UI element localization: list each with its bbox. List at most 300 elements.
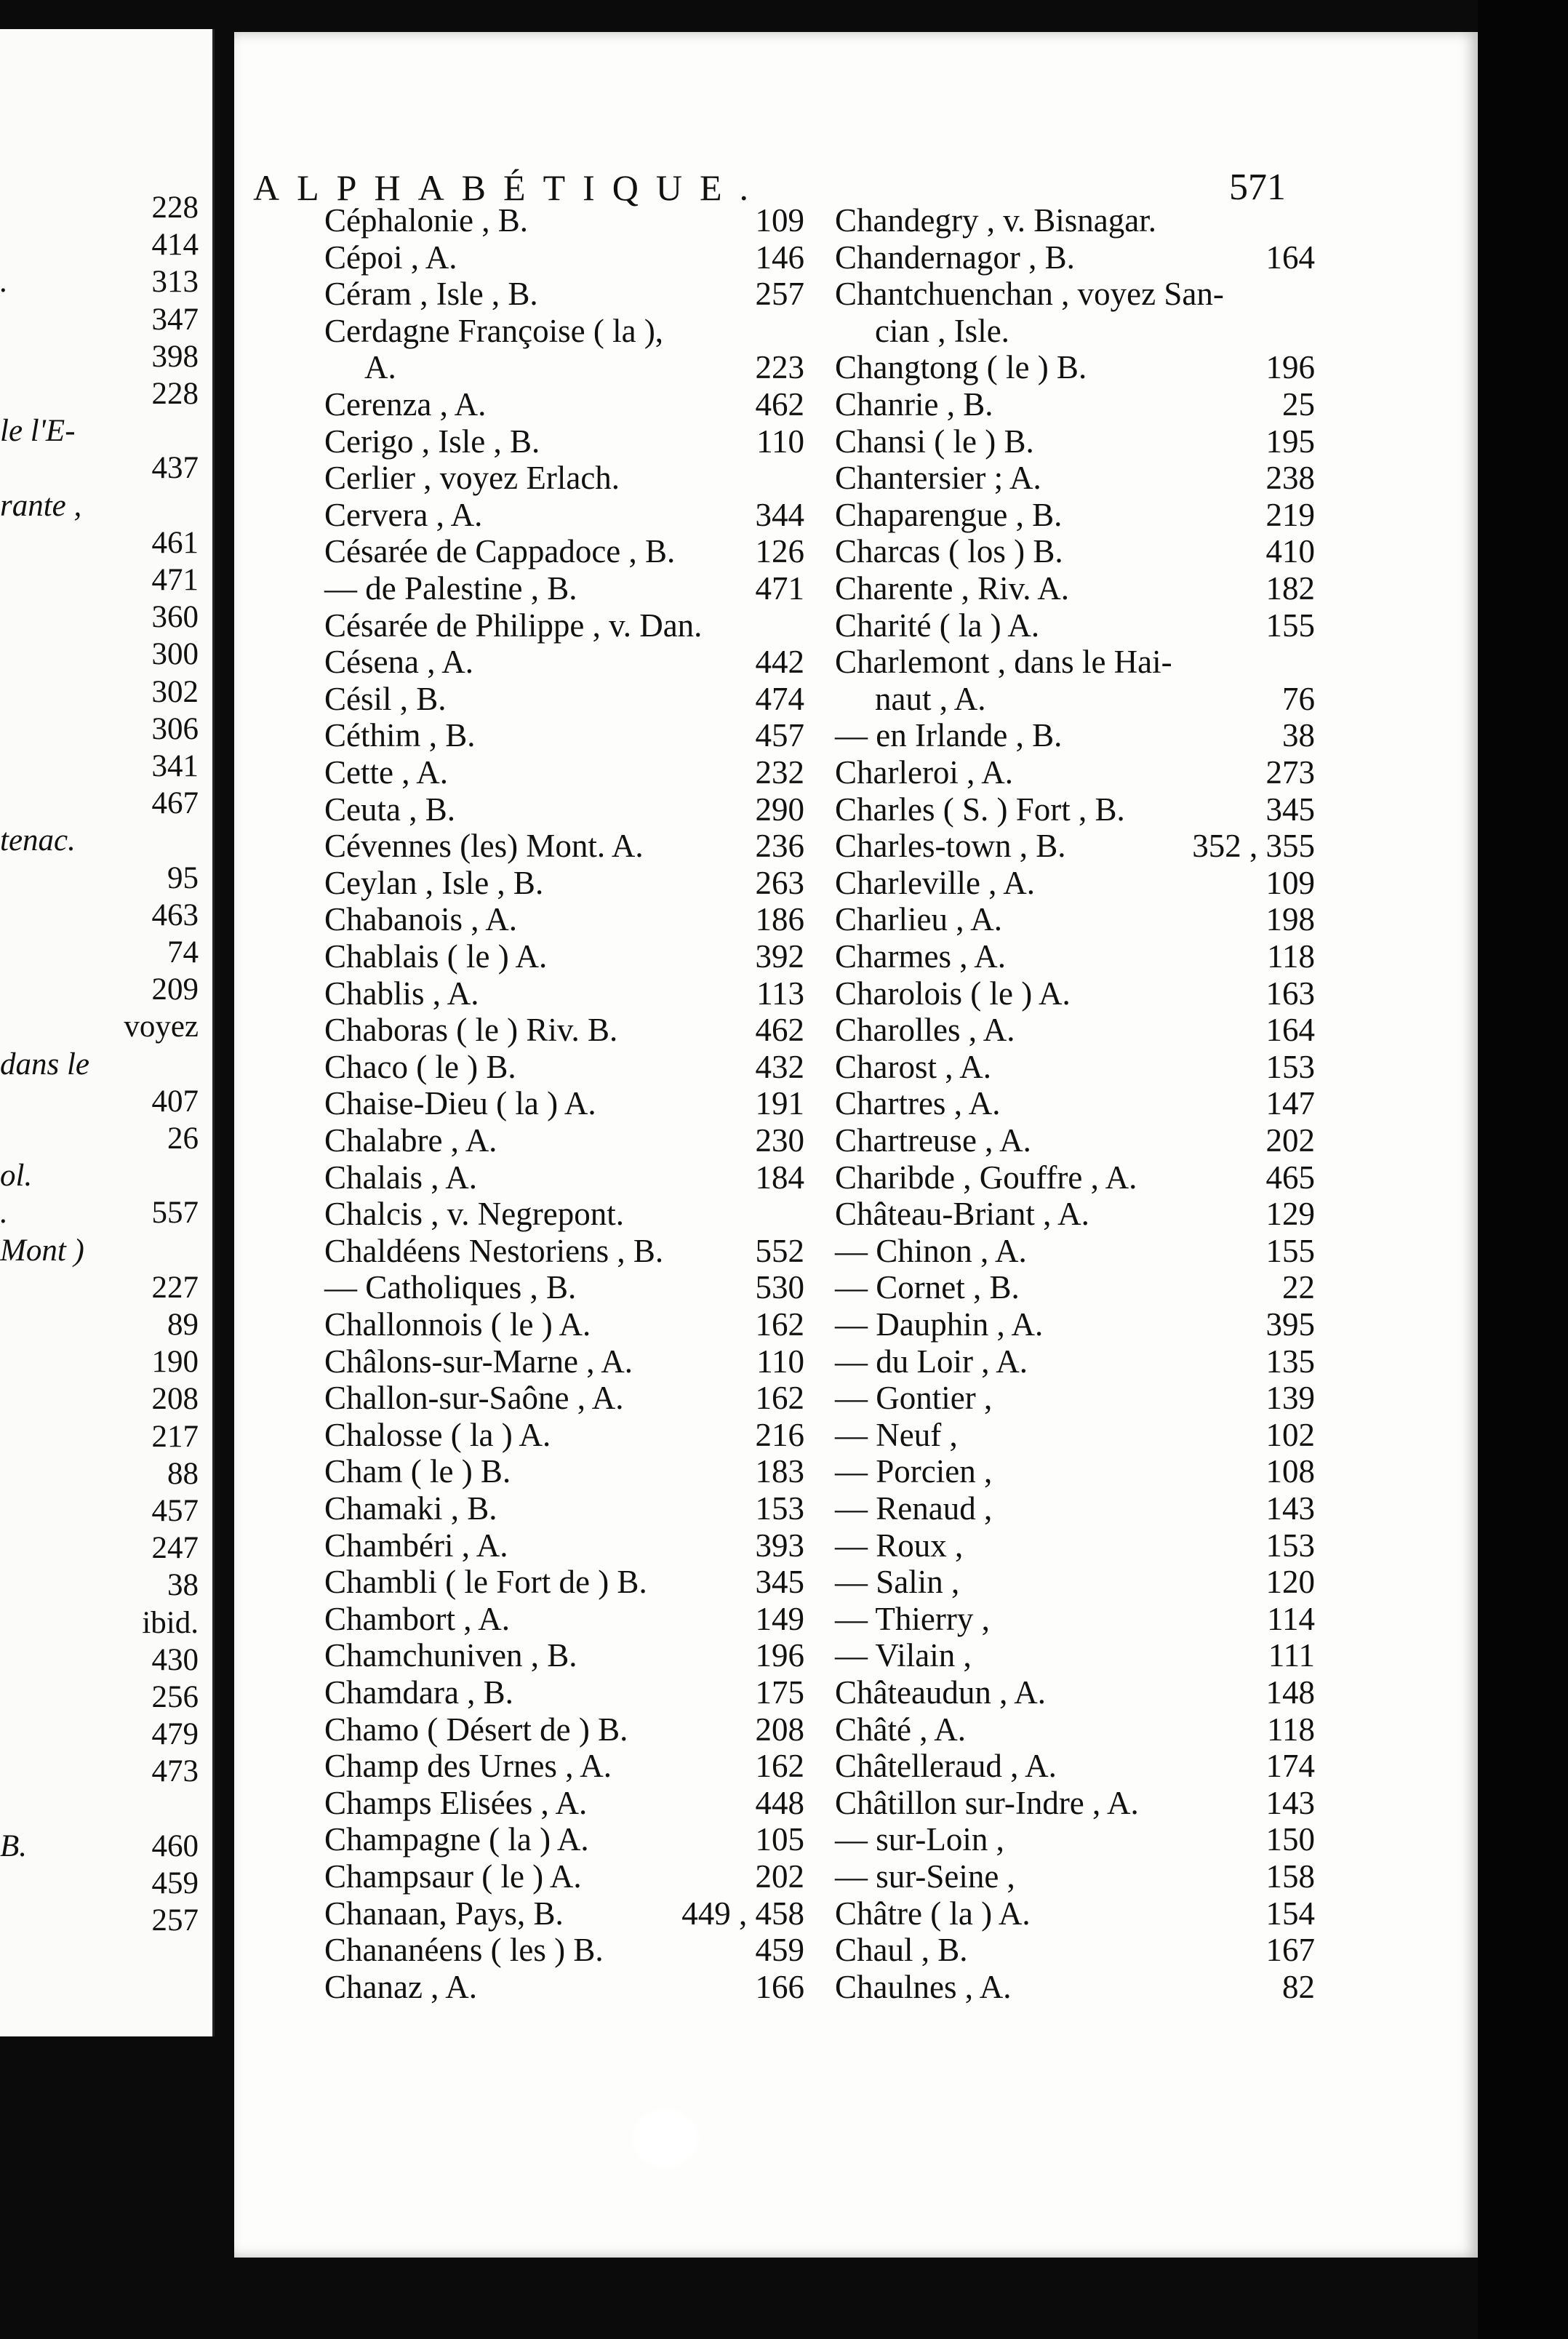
entry-page: 76 bbox=[1282, 680, 1315, 717]
left-line-number: 457 bbox=[151, 1494, 199, 1528]
entry-name: Chalcis , v. Negrepont. bbox=[324, 1196, 624, 1233]
entry-name: Charente , Riv. A. bbox=[835, 570, 1070, 607]
left-page-line bbox=[0, 561, 207, 599]
index-entry bbox=[835, 1748, 1315, 1785]
entry-page: 126 bbox=[755, 533, 804, 570]
entry-name: Césena , A. bbox=[324, 644, 473, 681]
entry-name: cian , Isle. bbox=[875, 312, 1009, 349]
index-entry bbox=[835, 681, 1315, 718]
index-entry bbox=[835, 1343, 1315, 1380]
index-entry bbox=[324, 975, 804, 1012]
index-entry bbox=[835, 1674, 1315, 1711]
index-entry bbox=[835, 607, 1315, 644]
entry-page: 392 bbox=[755, 938, 804, 975]
left-page-line bbox=[0, 1642, 207, 1679]
index-entry bbox=[835, 1932, 1315, 1969]
entry-page: 167 bbox=[1265, 1932, 1315, 1969]
entry-page: 232 bbox=[755, 754, 804, 791]
entry-name: Château-Briant , A. bbox=[835, 1196, 1089, 1233]
entry-page: 208 bbox=[755, 1711, 804, 1748]
entry-name: Chandegry , v. Bisnagar. bbox=[835, 202, 1157, 239]
entry-name: Chamdara , B. bbox=[324, 1674, 513, 1711]
index-entry bbox=[835, 1490, 1315, 1527]
index-entry bbox=[835, 202, 1315, 239]
index-entry bbox=[835, 1085, 1315, 1122]
index-entry bbox=[324, 1785, 804, 1822]
entry-page: 129 bbox=[1265, 1196, 1315, 1233]
index-entry bbox=[835, 460, 1315, 497]
entry-name: Charcas ( los ) B. bbox=[835, 533, 1063, 570]
entry-name: Ceylan , Isle , B. bbox=[324, 864, 544, 901]
entry-page: 146 bbox=[755, 239, 804, 276]
entry-name: — Thierry , bbox=[835, 1600, 990, 1637]
entry-page: 110 bbox=[756, 1343, 804, 1380]
entry-name: Charité ( la ) A. bbox=[835, 607, 1040, 644]
index-entry bbox=[324, 1012, 804, 1049]
left-line-number: 217 bbox=[151, 1419, 199, 1454]
left-line-number: 398 bbox=[151, 339, 199, 374]
index-entry bbox=[835, 1821, 1315, 1858]
entry-page: 118 bbox=[1267, 1711, 1315, 1748]
index-entry bbox=[324, 901, 804, 938]
index-entry bbox=[324, 1343, 804, 1380]
index-entry bbox=[835, 1012, 1315, 1049]
left-line-number: 228 bbox=[151, 191, 199, 225]
entry-name: — Porcien , bbox=[835, 1453, 993, 1490]
entry-page: 143 bbox=[1265, 1784, 1315, 1821]
index-entry bbox=[835, 1233, 1315, 1270]
entry-name: Césarée de Philippe , v. Dan. bbox=[324, 607, 703, 644]
entry-page: 352 , 355 bbox=[1192, 828, 1315, 865]
entry-page: 238 bbox=[1265, 460, 1315, 497]
entry-page: 114 bbox=[1267, 1600, 1315, 1637]
entry-name: Changtong ( le ) B. bbox=[835, 349, 1087, 386]
entry-page: 344 bbox=[755, 496, 804, 533]
entry-page: 109 bbox=[1265, 864, 1315, 901]
left-line-number: 407 bbox=[151, 1084, 199, 1119]
left-page-line bbox=[0, 711, 207, 748]
index-entry bbox=[835, 313, 1315, 350]
index-entry bbox=[324, 644, 804, 681]
left-line-text: B. bbox=[0, 1828, 28, 1863]
entry-name: Cévennes (les) Mont. A. bbox=[324, 828, 644, 865]
left-line-number: 38 bbox=[167, 1568, 199, 1603]
entry-name: — Gontier , bbox=[835, 1380, 993, 1417]
left-page-line bbox=[0, 1120, 207, 1158]
left-page-line bbox=[0, 1418, 207, 1456]
entry-page: 155 bbox=[1265, 1232, 1315, 1269]
index-entry bbox=[324, 791, 804, 828]
entry-page: 196 bbox=[1265, 349, 1315, 386]
left-page-line bbox=[0, 487, 207, 525]
entry-name: — du Loir , A. bbox=[835, 1343, 1028, 1380]
left-line-number: 347 bbox=[151, 302, 199, 337]
entry-name: Cerenza , A. bbox=[324, 386, 487, 423]
entry-name: Cham ( le ) B. bbox=[324, 1453, 511, 1490]
entry-name: Châtillon sur-Indre , A. bbox=[835, 1784, 1139, 1821]
entry-name: Chanaz , A. bbox=[324, 1968, 477, 2005]
left-line-number: 467 bbox=[151, 786, 199, 821]
entry-name: Charlieu , A. bbox=[835, 901, 1002, 938]
entry-name: Chaulnes , A. bbox=[835, 1968, 1012, 2005]
index-entry bbox=[835, 1122, 1315, 1159]
entry-name: — Cornet , B. bbox=[835, 1269, 1020, 1306]
left-line-number: 461 bbox=[151, 525, 199, 560]
index-entry bbox=[835, 828, 1315, 865]
left-page-line bbox=[0, 524, 207, 562]
entry-name: Champagne ( la ) A. bbox=[324, 1821, 589, 1858]
left-line-number: 89 bbox=[167, 1308, 199, 1342]
entry-page: 109 bbox=[755, 202, 804, 239]
entry-name: Cette , A. bbox=[324, 754, 448, 791]
left-page-line bbox=[0, 1046, 207, 1084]
entry-name: Chantersier ; A. bbox=[835, 460, 1041, 497]
index-entry bbox=[324, 1969, 804, 2006]
left-page-line bbox=[0, 1269, 207, 1307]
left-page-line bbox=[0, 1492, 207, 1530]
entry-page: 198 bbox=[1265, 901, 1315, 938]
index-entry bbox=[835, 497, 1315, 534]
entry-page: 530 bbox=[755, 1269, 804, 1306]
entry-page: 111 bbox=[1268, 1637, 1315, 1674]
entry-page: 153 bbox=[755, 1490, 804, 1527]
index-entry bbox=[324, 717, 804, 754]
entry-page: 395 bbox=[1265, 1306, 1315, 1343]
entry-name: Charleroi , A. bbox=[835, 754, 1013, 791]
index-entry bbox=[324, 386, 804, 423]
entry-name: — en Irlande , B. bbox=[835, 717, 1063, 754]
entry-page: 135 bbox=[1265, 1343, 1315, 1380]
entry-name: Châlons-sur-Marne , A. bbox=[324, 1343, 633, 1380]
left-line-number: 95 bbox=[167, 860, 199, 895]
entry-page: 290 bbox=[755, 791, 804, 828]
left-line-number: 74 bbox=[167, 935, 199, 969]
entry-name: Charmes , A. bbox=[835, 938, 1006, 975]
entry-page: 174 bbox=[1265, 1748, 1315, 1785]
index-entry bbox=[324, 1049, 804, 1086]
index-entry bbox=[835, 717, 1315, 754]
entry-name: Chambort , A. bbox=[324, 1600, 510, 1637]
entry-page: 164 bbox=[1265, 1012, 1315, 1049]
index-entry bbox=[324, 828, 804, 865]
index-entry bbox=[835, 1380, 1315, 1417]
entry-page: 120 bbox=[1265, 1564, 1315, 1601]
entry-page: 155 bbox=[1265, 607, 1315, 644]
left-page-line bbox=[0, 785, 207, 823]
entry-page: 462 bbox=[755, 1012, 804, 1049]
entry-name: — Chinon , A. bbox=[835, 1232, 1027, 1269]
index-entry bbox=[324, 1748, 804, 1785]
entry-page: 162 bbox=[755, 1306, 804, 1343]
entry-name: Charolles , A. bbox=[835, 1012, 1015, 1049]
left-line-number: 463 bbox=[151, 897, 199, 932]
entry-name: Céram , Isle , B. bbox=[324, 276, 538, 313]
entry-name: Charlemont , dans le Hai- bbox=[835, 644, 1172, 681]
index-entry bbox=[835, 865, 1315, 902]
entry-page: 257 bbox=[755, 276, 804, 313]
entry-name: Chaul , B. bbox=[835, 1932, 968, 1969]
index-entry bbox=[324, 865, 804, 902]
entry-name: Chalosse ( la ) A. bbox=[324, 1416, 551, 1453]
index-entry bbox=[324, 681, 804, 718]
entry-name: Chablis , A. bbox=[324, 975, 479, 1012]
left-line-number: 227 bbox=[151, 1270, 199, 1305]
left-page-line bbox=[0, 1380, 207, 1418]
left-page-line bbox=[0, 1083, 207, 1121]
left-page-line bbox=[0, 1232, 207, 1270]
left-page-line bbox=[0, 1306, 207, 1344]
left-line-number: 257 bbox=[151, 1903, 199, 1938]
entry-page: 449 , 458 bbox=[681, 1895, 804, 1932]
entry-name: Chartreuse , A. bbox=[835, 1122, 1031, 1159]
entry-page: 236 bbox=[755, 828, 804, 865]
entry-name: Cerigo , Isle , B. bbox=[324, 423, 540, 460]
entry-page: 113 bbox=[756, 975, 804, 1012]
index-entry bbox=[324, 1196, 804, 1233]
entry-page: 552 bbox=[755, 1232, 804, 1269]
index-entry bbox=[324, 460, 804, 497]
left-line-number: 479 bbox=[151, 1717, 199, 1752]
entry-page: 22 bbox=[1282, 1269, 1315, 1306]
entry-name: — de Palestine , B. bbox=[324, 570, 577, 607]
left-page-fragment bbox=[0, 29, 215, 2036]
left-line-number: 557 bbox=[151, 1196, 199, 1231]
entry-name: Chamaki , B. bbox=[324, 1490, 497, 1527]
entry-page: 273 bbox=[1265, 754, 1315, 791]
left-page-line bbox=[0, 1157, 207, 1195]
index-entry bbox=[835, 754, 1315, 791]
left-page-line bbox=[0, 1455, 207, 1493]
entry-name: Chanaan, Pays, B. bbox=[324, 1895, 564, 1932]
entry-name: Chanrie , B. bbox=[835, 386, 993, 423]
left-line-text: tenac. bbox=[0, 823, 76, 858]
left-line-number: 437 bbox=[151, 451, 199, 486]
entry-page: 150 bbox=[1265, 1821, 1315, 1858]
entry-name: Cerlier , voyez Erlach. bbox=[324, 460, 620, 497]
entry-name: Chablais ( le ) A. bbox=[324, 938, 548, 975]
entry-page: 219 bbox=[1265, 496, 1315, 533]
entry-page: 147 bbox=[1265, 1085, 1315, 1122]
entry-page: 102 bbox=[1265, 1416, 1315, 1453]
left-page-line bbox=[0, 449, 207, 487]
index-entry bbox=[835, 1564, 1315, 1601]
left-line-number: 306 bbox=[151, 711, 199, 746]
left-page-line bbox=[0, 934, 207, 972]
index-entry bbox=[835, 1159, 1315, 1196]
index-entry bbox=[835, 1417, 1315, 1454]
entry-page: 216 bbox=[755, 1416, 804, 1453]
left-line-number: 460 bbox=[151, 1828, 199, 1863]
entry-page: 154 bbox=[1265, 1895, 1315, 1932]
left-line-number: 302 bbox=[151, 674, 199, 709]
index-entry bbox=[324, 1159, 804, 1196]
entry-page: 471 bbox=[755, 570, 804, 607]
left-page-line bbox=[0, 897, 207, 935]
entry-name: Charolois ( le ) A. bbox=[835, 975, 1071, 1012]
entry-name: Chamo ( Désert de ) B. bbox=[324, 1711, 628, 1748]
index-entry bbox=[835, 570, 1315, 607]
left-line-number: 247 bbox=[151, 1531, 199, 1566]
entry-name: — Renaud , bbox=[835, 1490, 993, 1527]
left-line-number: voyez bbox=[124, 1009, 199, 1044]
entry-page: 474 bbox=[755, 680, 804, 717]
entry-name: Champ des Urnes , A. bbox=[324, 1748, 612, 1785]
index-entry bbox=[324, 1858, 804, 1895]
left-page-line bbox=[0, 338, 207, 376]
index-entry bbox=[324, 1895, 804, 1932]
entry-name: Chalabre , A. bbox=[324, 1122, 497, 1159]
left-page-line bbox=[0, 1008, 207, 1046]
index-entry bbox=[324, 239, 804, 276]
index-entry bbox=[324, 533, 804, 570]
entry-page: 158 bbox=[1265, 1858, 1315, 1895]
index-entry bbox=[324, 497, 804, 534]
index-entry bbox=[324, 1932, 804, 1969]
entry-name: Césarée de Cappadoce , B. bbox=[324, 533, 676, 570]
index-entry bbox=[324, 349, 804, 386]
index-entry bbox=[835, 1306, 1315, 1343]
index-entry bbox=[324, 276, 804, 313]
index-entry bbox=[835, 938, 1315, 975]
index-entry bbox=[324, 1417, 804, 1454]
index-entry bbox=[324, 1711, 804, 1748]
left-page-line bbox=[0, 971, 207, 1009]
left-line-text: Mont ) bbox=[0, 1233, 84, 1268]
left-line-number: ibid. bbox=[142, 1605, 199, 1640]
left-line-text: dans le bbox=[0, 1047, 90, 1081]
left-line-text: rante , bbox=[0, 488, 82, 523]
entry-name: Challonnois ( le ) A. bbox=[324, 1306, 591, 1343]
left-line-number: 341 bbox=[151, 749, 199, 783]
index-entry bbox=[324, 1269, 804, 1306]
index-entry bbox=[835, 1785, 1315, 1822]
entry-name: Chaise-Dieu ( la ) A. bbox=[324, 1085, 596, 1122]
entry-name: Chantchuenchan , voyez San- bbox=[835, 276, 1224, 313]
entry-page: 442 bbox=[755, 644, 804, 681]
entry-name: Charles ( S. ) Fort , B. bbox=[835, 791, 1125, 828]
left-page-line bbox=[0, 1567, 207, 1604]
index-entry bbox=[324, 1085, 804, 1122]
left-line-text: . bbox=[0, 265, 8, 300]
entry-name: Charost , A. bbox=[835, 1048, 992, 1085]
entry-name: Châtre ( la ) A. bbox=[835, 1895, 1031, 1932]
index-entry bbox=[835, 1601, 1315, 1638]
left-page-line bbox=[0, 1604, 207, 1642]
left-line-number: 300 bbox=[151, 637, 199, 672]
index-entry bbox=[324, 1453, 804, 1490]
entry-page: 410 bbox=[1265, 533, 1315, 570]
entry-name: — sur-Loin , bbox=[835, 1821, 1004, 1858]
entry-page: 38 bbox=[1282, 717, 1315, 754]
entry-name: Césil , B. bbox=[324, 680, 447, 717]
entry-name: Charibde , Gouffre , A. bbox=[835, 1159, 1137, 1196]
left-line-number: 228 bbox=[151, 377, 199, 411]
left-page-line bbox=[0, 189, 207, 227]
left-page-line bbox=[0, 301, 207, 339]
left-line-number: 360 bbox=[151, 600, 199, 635]
entry-page: 163 bbox=[1265, 975, 1315, 1012]
paper-spot bbox=[633, 2109, 698, 2167]
entry-name: Cerdagne Françoise ( la ), bbox=[324, 312, 664, 349]
left-line-number: 430 bbox=[151, 1642, 199, 1677]
index-entry bbox=[835, 1453, 1315, 1490]
entry-name: Châteaudun , A. bbox=[835, 1674, 1046, 1711]
entry-page: 162 bbox=[755, 1380, 804, 1417]
left-page-line bbox=[0, 1791, 207, 1828]
entry-name: Charles-town , B. bbox=[835, 828, 1066, 865]
entry-name: Champsaur ( le ) A. bbox=[324, 1858, 582, 1895]
entry-name: Chananéens ( les ) B. bbox=[324, 1932, 604, 1969]
left-page-line bbox=[0, 1530, 207, 1567]
left-page-line bbox=[0, 1194, 207, 1232]
index-entry bbox=[835, 1711, 1315, 1748]
entry-name: Chamchuniven , B. bbox=[324, 1637, 577, 1674]
index-entry bbox=[835, 239, 1315, 276]
index-entry bbox=[324, 423, 804, 460]
entry-name: Chaldéens Nestoriens , B. bbox=[324, 1232, 664, 1269]
entry-name: — Neuf , bbox=[835, 1416, 958, 1453]
entry-page: 110 bbox=[756, 423, 804, 460]
index-entry bbox=[835, 901, 1315, 938]
book-gutter bbox=[1478, 0, 1568, 2339]
entry-name: Châtelleraud , A. bbox=[835, 1748, 1057, 1785]
entry-page: 184 bbox=[755, 1159, 804, 1196]
index-entry bbox=[324, 202, 804, 239]
entry-name: Chaboras ( le ) Riv. B. bbox=[324, 1012, 618, 1049]
index-entry bbox=[835, 423, 1315, 460]
entry-name: Chaparengue , B. bbox=[835, 496, 1063, 533]
entry-name: — Catholiques , B. bbox=[324, 1269, 577, 1306]
index-entry bbox=[835, 1196, 1315, 1233]
entry-name: A. bbox=[364, 349, 396, 386]
left-page-line bbox=[0, 1902, 207, 1940]
entry-page: 118 bbox=[1267, 938, 1315, 975]
page-title: ALPHABÉTIQUE. bbox=[253, 167, 767, 208]
entry-page: 153 bbox=[1265, 1527, 1315, 1564]
entry-page: 202 bbox=[1265, 1122, 1315, 1159]
left-line-number: 459 bbox=[151, 1866, 199, 1900]
index-entry bbox=[324, 570, 804, 607]
entry-page: 186 bbox=[755, 901, 804, 938]
entry-name: Challon-sur-Saône , A. bbox=[324, 1380, 624, 1417]
index-entry bbox=[324, 938, 804, 975]
index-entry bbox=[835, 1858, 1315, 1895]
index-entry bbox=[324, 1306, 804, 1343]
entry-page: 432 bbox=[755, 1048, 804, 1085]
left-line-number: 313 bbox=[151, 265, 199, 300]
entry-page: 183 bbox=[755, 1453, 804, 1490]
entry-name: Ceuta , B. bbox=[324, 791, 455, 828]
page-number: 571 bbox=[1229, 167, 1286, 208]
left-line-number: 209 bbox=[151, 972, 199, 1007]
index-entry bbox=[324, 1527, 804, 1564]
index-entry bbox=[324, 1380, 804, 1417]
index-entry bbox=[835, 791, 1315, 828]
left-line-number: 208 bbox=[151, 1382, 199, 1417]
entry-name: Chambéri , A. bbox=[324, 1527, 508, 1564]
index-entry bbox=[835, 1049, 1315, 1086]
left-page-line bbox=[0, 860, 207, 897]
left-page-line bbox=[0, 748, 207, 785]
index-entry bbox=[324, 1601, 804, 1638]
left-page-line bbox=[0, 1679, 207, 1716]
entry-name: — Dauphin , A. bbox=[835, 1306, 1044, 1343]
left-page-line bbox=[0, 1716, 207, 1754]
index-entry bbox=[324, 754, 804, 791]
left-page-line bbox=[0, 375, 207, 413]
left-page-line bbox=[0, 599, 207, 636]
entry-name: Céphalonie , B. bbox=[324, 202, 528, 239]
